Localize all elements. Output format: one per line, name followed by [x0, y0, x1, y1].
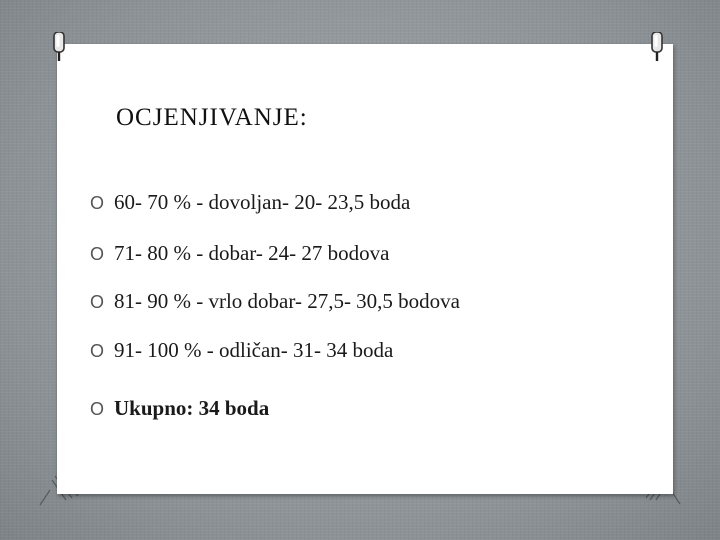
bullet-o-icon: O — [90, 399, 105, 419]
list-item — [90, 190, 410, 215]
bullet-o-icon: O — [90, 292, 105, 312]
bullet-o-icon: O — [90, 244, 105, 264]
pin-icon — [50, 32, 68, 62]
list-item-total — [90, 396, 269, 421]
list-item-text: 60- 70 % - dovoljan- 20- 23,5 boda — [114, 190, 411, 214]
list-item-text: 71- 80 % - dobar- 24- 27 bodova — [114, 241, 390, 265]
list-item — [90, 338, 393, 363]
list-item-text: 91- 100 % - odličan- 31- 34 boda — [114, 338, 394, 362]
bullet-o-icon: O — [90, 341, 105, 361]
list-item — [90, 241, 389, 266]
list-item — [90, 289, 460, 314]
total-points-text: Ukupno: 34 boda — [114, 396, 270, 420]
bullet-o-icon: O — [90, 193, 105, 213]
pin-icon — [648, 32, 666, 62]
list-item-text: 81- 90 % - vrlo dobar- 27,5- 30,5 bodova — [114, 289, 461, 313]
slide-title: OCJENJIVANJE: — [116, 104, 308, 131]
